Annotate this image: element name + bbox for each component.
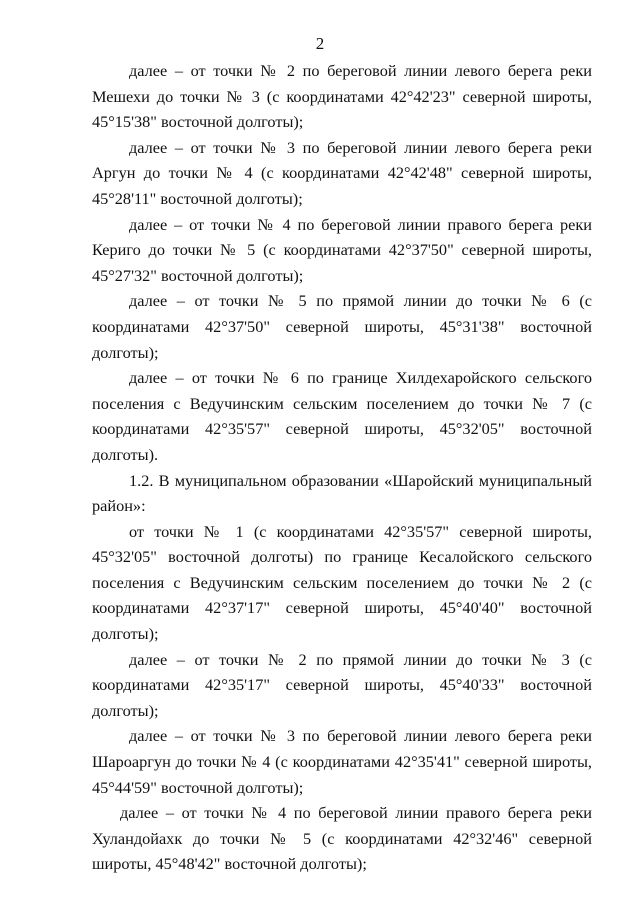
paragraph-sharoy-point-1-to-2: от точки № 1 (с координатами 42°35'57" северной широты, 45°32'05" восточной долготы) по границе Кесалойского сельского поселения с Ведучинским сельским поселением до точки № 2 (с координатами 42°37'17" северной широты, 45°40'40" восточной долготы); (92, 521, 592, 644)
paragraph-point-4-to-5: далее – от точки № 4 по береговой линии правого берега реки Кериго до точки № 5 (с координатами 42°37'50" северной широты, 45°27'32" восточной долготы); (92, 214, 592, 285)
paragraph-point-6-to-7: далее – от точки № 6 по границе Хилдехаройского сельского поселения с Ведучинским сельским поселением до точки № 7 (с координатами 42°35'57" северной широты, 45°32'05" восточной долготы). (92, 368, 592, 464)
paragraph-point-5-to-6: далее – от точки № 5 по прямой линии до точки № 6 (с координатами 42°37'50" северной широты, 45°31'38" восточной долготы); (92, 291, 592, 362)
paragraph-point-3-to-4: далее – от точки № 3 по береговой линии левого берега реки Аргун до точки № 4 (с координатами 42°42'48" северной широты, 45°28'11" восточной долготы); (92, 137, 592, 208)
document-body (92, 58, 592, 877)
page-number: 2 (315, 34, 325, 53)
section-heading-1-2: 1.2. В муниципальном образовании «Шаройский муниципальный район»: (92, 470, 592, 516)
paragraph-sharoy-point-3-to-4: далее – от точки № 3 по береговой линии левого берега реки Шароаргун до точки № 4 (с координатами 42°35'41" северной широты, 45°44'59" восточной долготы); (92, 726, 592, 797)
paragraph-sharoy-point-4-to-5: далее – от точки № 4 по береговой линии правого берега реки Хуландойахк до точки № 5 (с координатами 42°32'46" северной широты, 45°48'42" восточной долготы); (92, 803, 592, 874)
paragraph-sharoy-point-2-to-3: далее – от точки № 2 по прямой линии до точки № 3 (с координатами 42°35'17" северной широты, 45°40'33" восточной долготы); (92, 649, 592, 720)
paragraph-point-2-to-3: далее – от точки № 2 по береговой линии левого берега реки Мешехи до точки № 3 (с координатами 42°42'23" северной широты, 45°15'38" восточной долготы); (92, 61, 592, 132)
